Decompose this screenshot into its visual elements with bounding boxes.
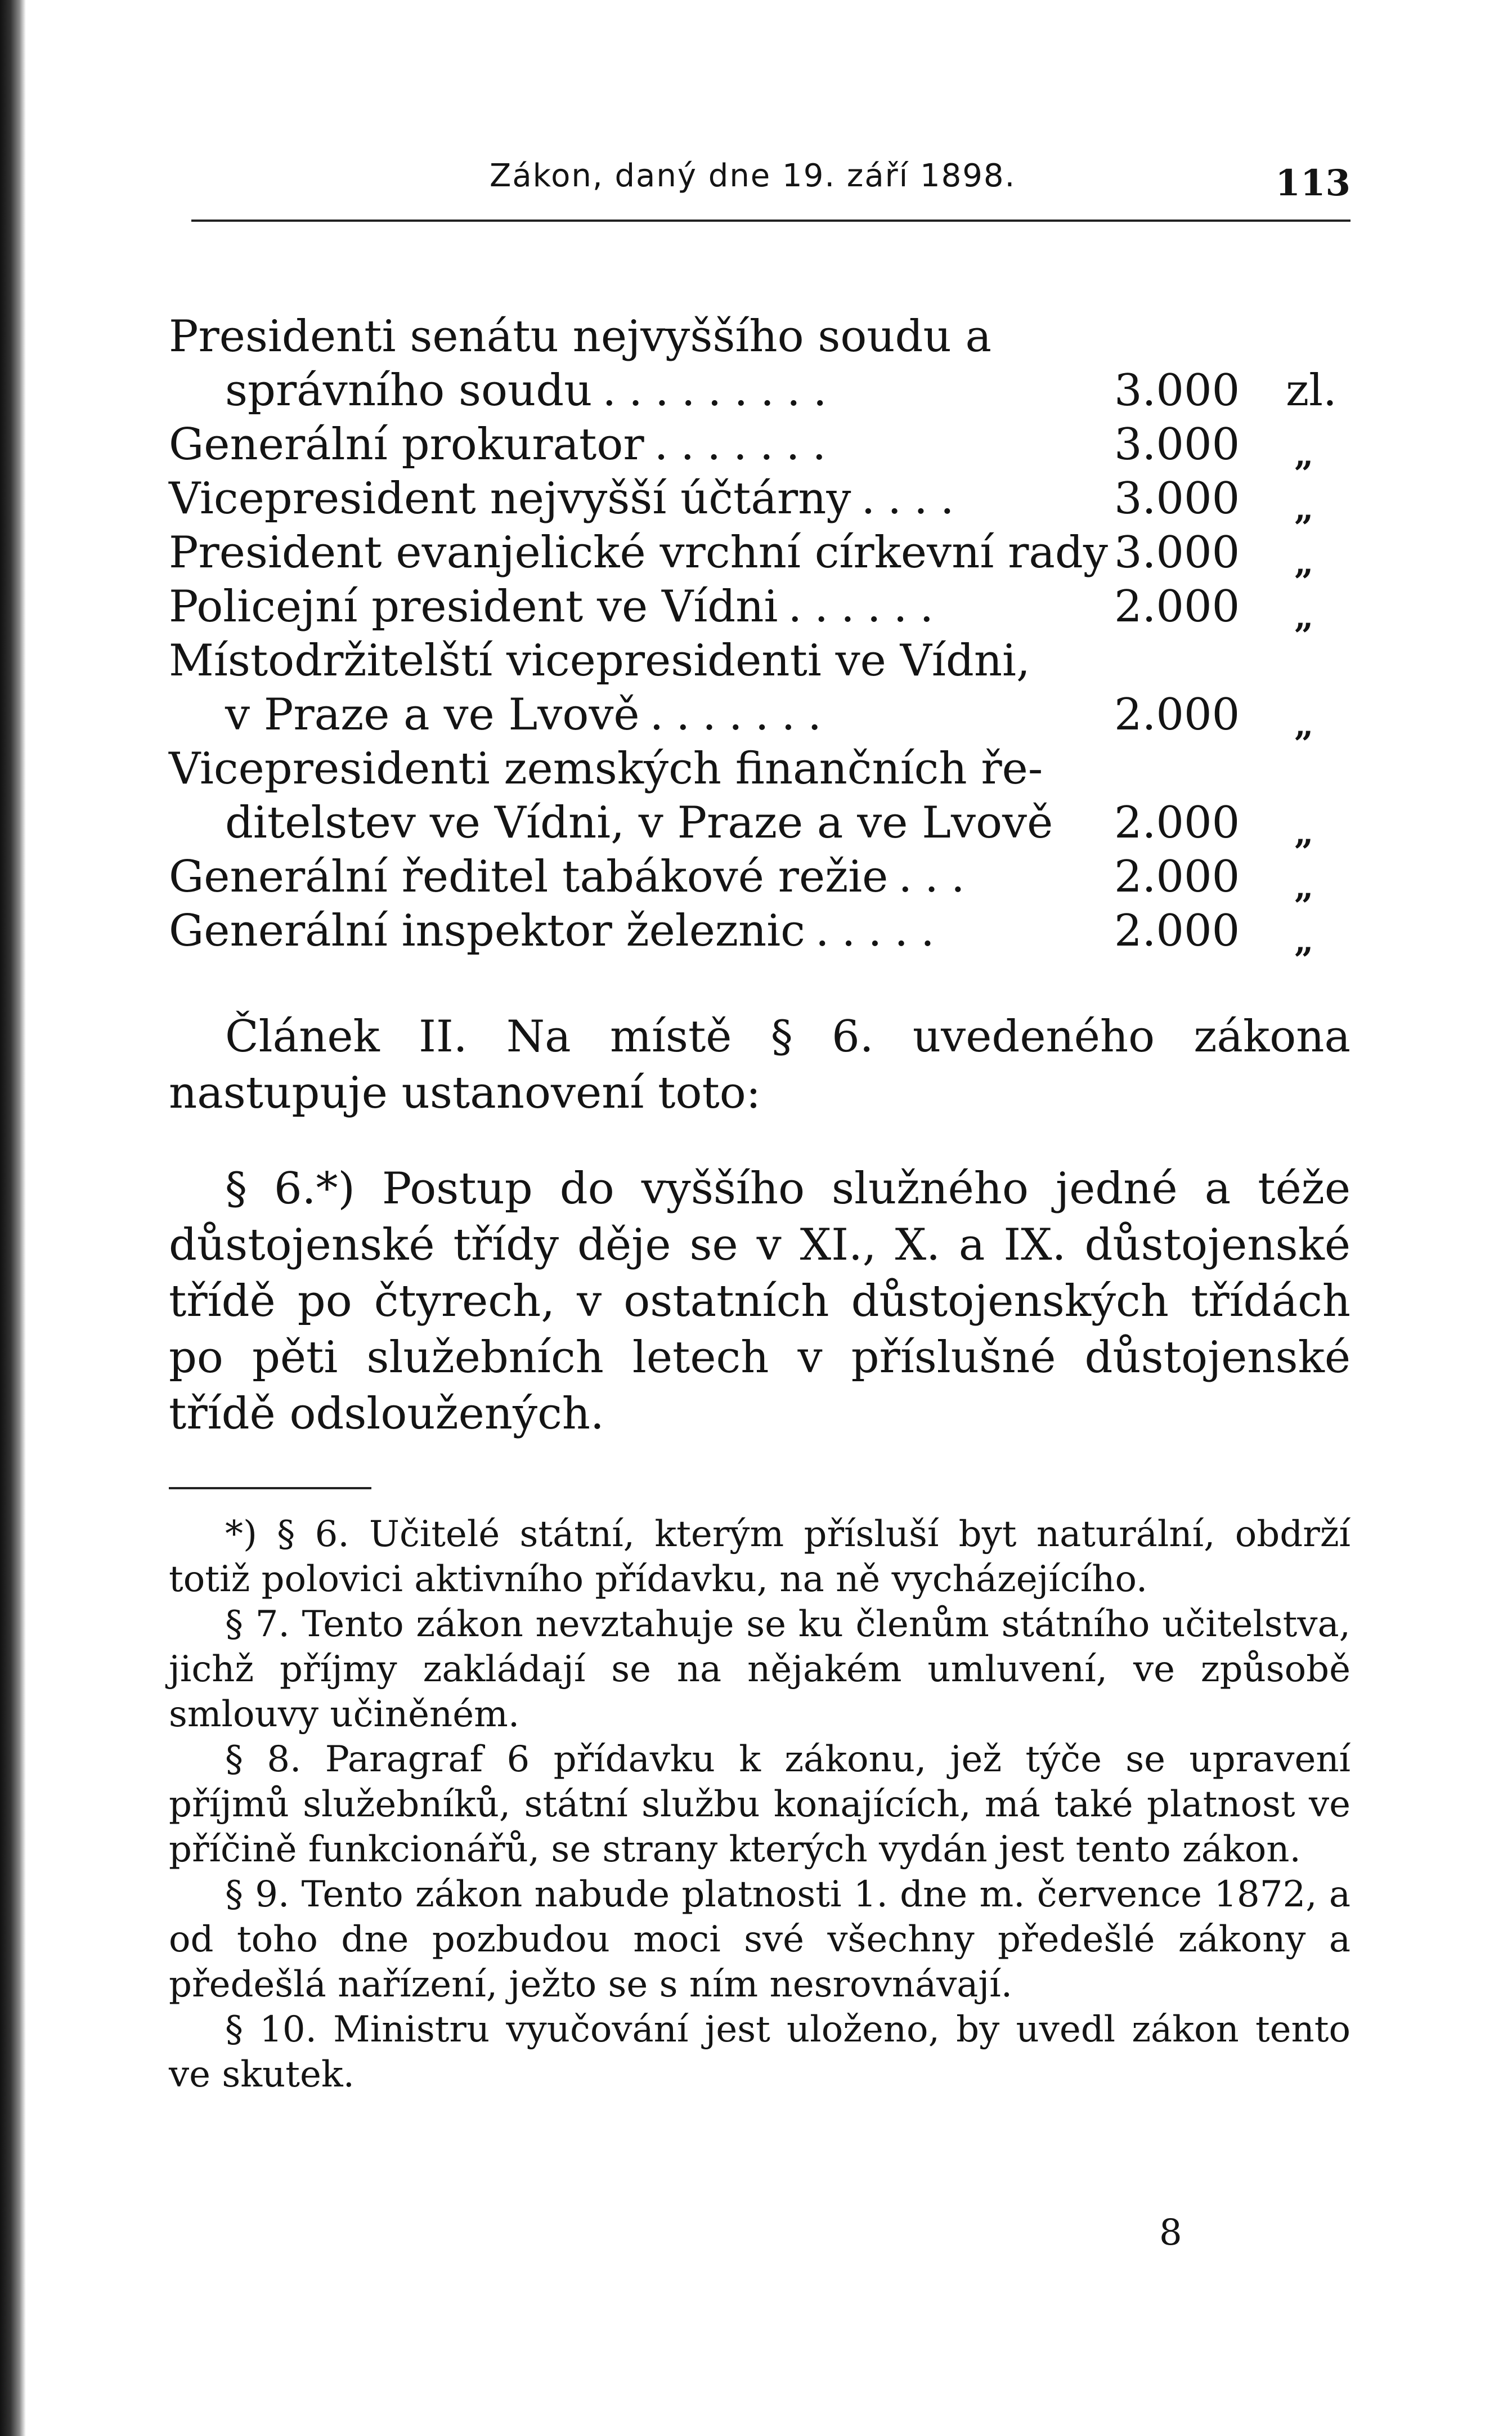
salary-label-text: Vicepresident nejvyšší účtárny bbox=[169, 473, 851, 524]
salary-label-text: v Praze a ve Lvově bbox=[225, 689, 640, 740]
salary-label-text: ditelstev ve Vídni, v Praze a ve Lvově bbox=[225, 798, 1053, 848]
salary-label-text: Generální prokurator bbox=[169, 419, 644, 470]
salary-row bbox=[169, 472, 1351, 529]
salary-label bbox=[169, 418, 838, 472]
salary-label bbox=[169, 850, 977, 904]
salary-row bbox=[169, 526, 1351, 583]
salary-label-text: Generální ředitel tabákové režie bbox=[169, 852, 889, 902]
paragraph-6 bbox=[169, 1161, 1351, 1442]
signature-mark: 8 bbox=[1159, 2212, 1182, 2254]
salary-label bbox=[169, 526, 1118, 580]
salary-label bbox=[225, 688, 834, 742]
salary-label-text: Policejní president ve Vídni bbox=[169, 581, 778, 632]
salary-label-text: President evanjelické vrchní církevní rady bbox=[169, 527, 1108, 578]
article-2 bbox=[169, 1009, 1351, 1121]
salary-label bbox=[225, 796, 1063, 850]
footnote-2: § 7. Tento zákon nevztahuje se ku členům státního učitelstva, jichž příjmy zakládají se na nějakém umluvení, ve způsobě smlouvy učiněném. bbox=[169, 1604, 1351, 1735]
salary-label bbox=[169, 580, 946, 634]
salary-row bbox=[169, 850, 1351, 907]
ditto-mark: „ bbox=[1294, 921, 1314, 961]
salary-row bbox=[169, 742, 1351, 796]
leader-dots: ...... bbox=[788, 581, 946, 632]
ditto-mark: „ bbox=[1294, 489, 1314, 529]
salary-amount: 3.000 bbox=[1114, 419, 1240, 470]
salary-label-text: Presidenti senátu nejvyššího soudu a bbox=[169, 311, 992, 362]
salary-label bbox=[169, 634, 1040, 688]
salary-label-text: správního soudu bbox=[225, 365, 593, 416]
ditto-mark: „ bbox=[1294, 705, 1314, 745]
paragraph-6-text: § 6.*) Postup do vyššího služného jedné a téže důstojenské třídy děje se v XI., X. a IX. důstojenské třídě po čtyrech, v ostatních důstojenských třídách po pěti služebních letech v příslušné důstojenské třídě odsloužených. bbox=[169, 1163, 1351, 1439]
salary-row bbox=[169, 580, 1351, 637]
footnote-3: § 8. Paragraf 6 přídavku k zákonu, jež týče se upravení příjmů služebníků, státní službu konajících, má také platnost ve příčině funkcionářů, se strany kterých vydán jest tento zákon. bbox=[169, 1739, 1351, 1870]
leader-dots: ......... bbox=[602, 365, 840, 416]
salary-row bbox=[169, 904, 1351, 961]
leader-dots: ..... bbox=[815, 906, 947, 956]
salary-amount: 3.000 bbox=[1114, 473, 1240, 524]
footnote-1: *) § 6. Učitelé státní, kterým přísluší byt naturální, obdrží totiž polovici aktivního přídavku, na ně vycházejícího. bbox=[169, 1513, 1351, 1600]
ditto-mark: „ bbox=[1294, 597, 1314, 637]
footnote-4: § 9. Tento zákon nabude platnosti 1. dne m. července 1872, a od toho dne pozbudou moci své všechny předešlé zákony a předešlá nařízení, ježto se s ním nesrovnávají. bbox=[169, 1874, 1351, 2005]
ditto-mark: „ bbox=[1294, 867, 1314, 907]
leader-dots: .... bbox=[861, 473, 967, 524]
salary-label bbox=[169, 904, 947, 958]
salary-label bbox=[169, 310, 1002, 364]
salary-list bbox=[169, 310, 1351, 961]
salary-amount: 2.000 bbox=[1114, 906, 1240, 956]
salary-label-text: Generální inspektor železnic bbox=[169, 906, 805, 956]
page-number: 113 bbox=[1275, 162, 1351, 204]
salary-label-text: Místodržitelští vicepresidenti ve Vídni, bbox=[169, 635, 1030, 686]
salary-row bbox=[169, 418, 1351, 472]
leader-dots: ... bbox=[898, 852, 977, 902]
footnote-5: § 10. Ministru vyučování jest uloženo, by uvedl zákon tento ve skutek. bbox=[169, 2009, 1351, 2095]
salary-row bbox=[169, 634, 1351, 688]
salary-amount: 2.000 bbox=[1114, 852, 1240, 902]
salary-label bbox=[169, 742, 1053, 796]
book-page bbox=[169, 146, 1351, 2097]
header-rule bbox=[191, 220, 1351, 222]
salary-label bbox=[225, 364, 840, 418]
salary-row bbox=[169, 310, 1351, 364]
currency-unit: zl. bbox=[1286, 365, 1337, 416]
ditto-mark: „ bbox=[1294, 543, 1314, 583]
book-spine-shadow bbox=[0, 0, 26, 2436]
ditto-mark: „ bbox=[1294, 435, 1314, 474]
leader-dots: ....... bbox=[649, 689, 834, 740]
page-header bbox=[169, 146, 1351, 236]
salary-row bbox=[169, 364, 1351, 418]
salary-label-text: Vicepresidenti zemských finančních ře- bbox=[169, 744, 1043, 794]
footnote-rule bbox=[169, 1487, 371, 1489]
salary-label bbox=[169, 472, 967, 526]
footnotes bbox=[169, 1512, 1351, 2097]
salary-row bbox=[169, 796, 1351, 853]
salary-amount: 3.000 bbox=[1114, 527, 1240, 578]
salary-row bbox=[169, 688, 1351, 745]
salary-amount: 2.000 bbox=[1114, 798, 1240, 848]
leader-dots: ....... bbox=[654, 419, 839, 470]
salary-amount: 3.000 bbox=[1114, 365, 1240, 416]
running-title: Zákon, daný dne 19. září 1898. bbox=[490, 158, 1016, 194]
article-2-text: Článek II. Na místě § 6. uvedeného zákona nastupuje ustanovení toto: bbox=[169, 1011, 1351, 1118]
salary-amount: 2.000 bbox=[1114, 581, 1240, 632]
ditto-mark: „ bbox=[1294, 813, 1314, 853]
salary-amount: 2.000 bbox=[1114, 689, 1240, 740]
